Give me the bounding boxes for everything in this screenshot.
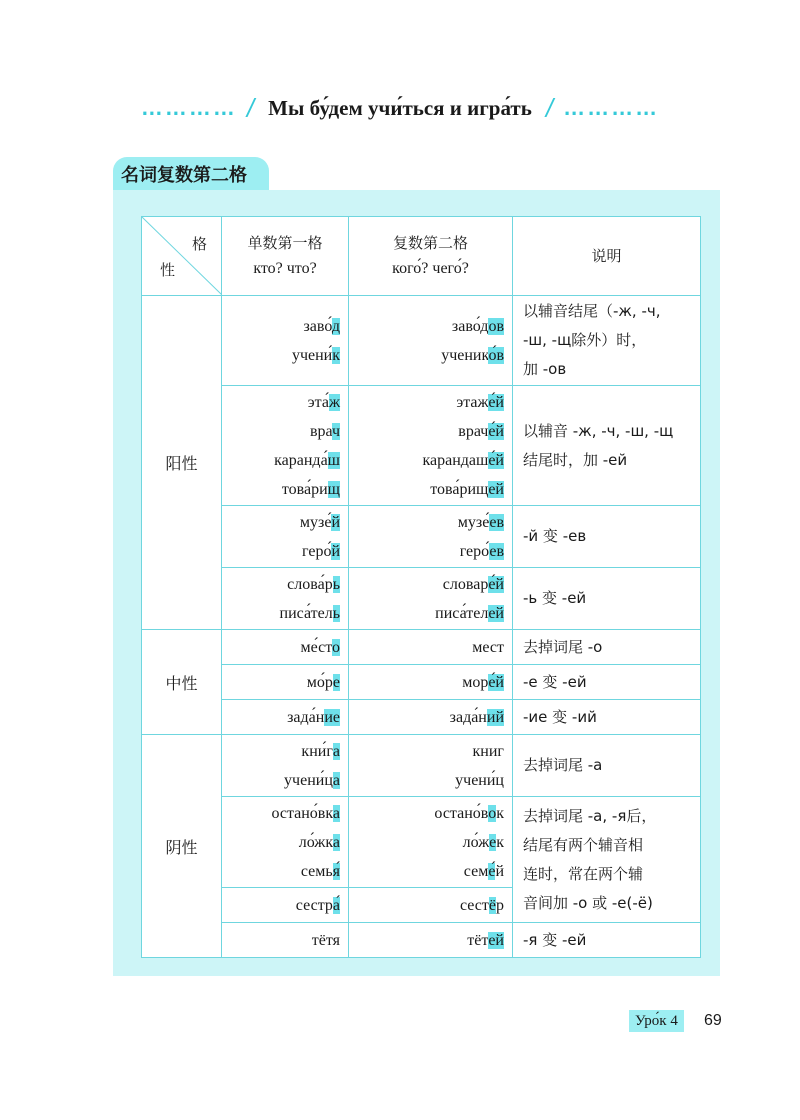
- word-ending-highlight: е: [489, 833, 497, 851]
- lesson-title-bar: [0, 88, 800, 128]
- word-ending-highlight: щ: [327, 480, 340, 498]
- word-ending-highlight: ей: [488, 931, 504, 949]
- word-ending-highlight: е́й: [488, 673, 504, 691]
- plural-cell: [349, 700, 513, 735]
- plural-cell: [349, 506, 513, 568]
- corner-cell: [142, 217, 222, 296]
- word-stem: каранда́: [274, 451, 328, 469]
- word-stem: этаж: [456, 393, 489, 411]
- plural-cell: [349, 735, 513, 797]
- plural-word: [349, 341, 504, 370]
- header-plural-zh: 复数第二格: [392, 234, 468, 252]
- word-stem: тётя: [311, 931, 340, 949]
- word-stem: кни́г: [301, 742, 333, 760]
- note-line: 连时，常在两个辅: [523, 864, 644, 883]
- word-stem: врач: [458, 422, 489, 440]
- word-stem: книг: [472, 742, 504, 760]
- word-ending-highlight: е́: [488, 862, 496, 880]
- word-stem: ло́жк: [298, 833, 333, 851]
- singular-cell: [222, 665, 349, 700]
- singular-word: [222, 537, 340, 566]
- singular-word: [222, 341, 340, 370]
- table-row: [142, 665, 701, 700]
- gender-masculine: 阳性: [142, 296, 222, 630]
- singular-cell: [222, 700, 349, 735]
- word-stem: учени́ц: [284, 771, 333, 789]
- word-ending-highlight: а: [332, 804, 340, 822]
- word-ending-highlight: й: [331, 542, 340, 560]
- singular-word: [222, 737, 340, 766]
- word-tail: р: [496, 896, 504, 914]
- word-stem: сем: [463, 862, 489, 880]
- plural-word: [349, 703, 504, 732]
- word-stem: учени́: [291, 346, 333, 364]
- plural-cell: [349, 630, 513, 665]
- singular-cell: [222, 568, 349, 630]
- table-row: [142, 630, 701, 665]
- plural-word: [349, 570, 504, 599]
- word-ending-highlight: е́й: [488, 575, 504, 593]
- note-cell: [513, 630, 701, 665]
- word-ending-highlight: ев: [489, 542, 504, 560]
- table-row: [142, 296, 701, 386]
- singular-word: [222, 926, 340, 955]
- plural-cell: [349, 797, 513, 888]
- word-stem: зада́н: [287, 708, 325, 726]
- diagonal-line: [142, 217, 222, 295]
- word-ending-highlight: о: [332, 638, 340, 656]
- lesson-badge: Уро́к 4: [629, 1010, 684, 1032]
- gender-feminine: 阴性: [142, 735, 222, 958]
- word-ending-highlight: ий: [486, 708, 504, 726]
- table-row: [142, 506, 701, 568]
- word-stem: геро́: [301, 542, 332, 560]
- word-stem: геро́: [459, 542, 490, 560]
- word-stem: музе́: [299, 513, 332, 531]
- header-singular: [222, 217, 349, 296]
- title-slash-left: /: [246, 92, 255, 123]
- word-ending-highlight: к: [332, 346, 340, 364]
- plural-word: [349, 388, 504, 417]
- title-slash-right: /: [545, 92, 554, 123]
- word-stem: вра: [309, 422, 332, 440]
- word-ending-highlight: ие: [324, 708, 340, 726]
- plural-cell: [349, 665, 513, 700]
- word-stem: заво́: [303, 317, 332, 335]
- note-line: 去掉词尾 -а, -я后，: [523, 806, 657, 825]
- word-stem: тёт: [467, 931, 489, 949]
- word-ending-highlight: й: [331, 513, 340, 531]
- singular-word: [222, 508, 340, 537]
- plural-word: [349, 891, 504, 920]
- note-cell: [513, 386, 701, 506]
- note-line: 结尾有两个辅音相: [523, 835, 644, 854]
- word-stem: словар: [442, 575, 489, 593]
- note-line: 以辅音结尾（-ж, -ч,: [523, 302, 661, 320]
- page-number: 69: [704, 1012, 722, 1029]
- plural-cell: [349, 888, 513, 923]
- plural-word: [349, 475, 504, 504]
- word-ending-highlight: е́й: [488, 422, 504, 440]
- singular-word: [222, 446, 340, 475]
- word-stem: мо́р: [306, 673, 333, 691]
- plural-cell: [349, 568, 513, 630]
- word-stem: музе́: [457, 513, 490, 531]
- note-line: -ь 变 -ей: [523, 589, 587, 607]
- word-ending-highlight: о: [488, 804, 497, 822]
- singular-cell: [222, 506, 349, 568]
- word-ending-highlight: е́й: [488, 393, 504, 411]
- singular-cell: [222, 386, 349, 506]
- word-ending-highlight: е: [332, 673, 340, 691]
- plural-word: [349, 737, 504, 766]
- plural-word: [349, 417, 504, 446]
- singular-word: [222, 668, 340, 697]
- plural-word: [349, 599, 504, 628]
- note-line: -е 变 -ей: [523, 672, 587, 691]
- word-stem: това́рищ: [430, 480, 489, 498]
- word-stem: писа́тел: [435, 604, 489, 622]
- plural-word: [349, 766, 504, 795]
- plural-word: [349, 508, 504, 537]
- note-line: 音间加 -о 或 -е(-ё): [523, 893, 653, 912]
- word-stem: ме́ст: [300, 638, 332, 656]
- word-stem: сестр: [295, 896, 333, 914]
- note-cell: [513, 923, 701, 958]
- singular-word: [222, 388, 340, 417]
- header-singular-ru: кто? что?: [253, 260, 317, 277]
- word-stem: ло́ж: [462, 833, 490, 851]
- word-stem: сест: [460, 896, 489, 914]
- note-line: -я 变 -ей: [523, 930, 587, 949]
- word-ending-highlight: ь: [332, 575, 340, 593]
- title-dots-left: …………: [140, 95, 237, 120]
- word-stem: семь: [300, 862, 333, 880]
- singular-word: [222, 828, 340, 857]
- word-stem: остано́в: [434, 804, 489, 822]
- word-ending-highlight: е́й: [488, 451, 504, 469]
- header-singular-zh: 单数第一格: [247, 234, 323, 252]
- header-note: 说明: [513, 217, 701, 296]
- word-ending-highlight: д: [331, 317, 340, 335]
- word-ending-highlight: а: [332, 833, 340, 851]
- word-ending-highlight: а: [332, 742, 340, 760]
- table-row: [142, 700, 701, 735]
- note-line: 去掉词尾 -о: [523, 637, 603, 656]
- plural-word: [349, 446, 504, 475]
- word-tail: к: [496, 804, 504, 822]
- singular-word: [222, 857, 340, 886]
- singular-word: [222, 799, 340, 828]
- singular-word: [222, 891, 340, 920]
- word-stem: мор: [462, 673, 489, 691]
- word-stem: карандаш: [422, 451, 489, 469]
- word-stem: заво́д: [451, 317, 489, 335]
- table-row: [142, 735, 701, 797]
- gender-neuter: 中性: [142, 630, 222, 735]
- word-stem: эта́: [307, 393, 329, 411]
- note-line: 加 -ов: [523, 360, 567, 378]
- word-stem: остано́вк: [271, 804, 333, 822]
- word-ending-highlight: ей: [488, 604, 504, 622]
- note-cell: [513, 665, 701, 700]
- word-tail: к: [496, 833, 504, 851]
- table-row: [142, 386, 701, 506]
- word-ending-highlight: ов: [488, 317, 504, 335]
- plural-word: [349, 668, 504, 697]
- word-stem: мест: [472, 638, 504, 656]
- word-ending-highlight: а́: [332, 896, 340, 914]
- note-cell: [513, 797, 701, 923]
- singular-word: [222, 766, 340, 795]
- plural-word: [349, 799, 504, 828]
- section-heading: 名词复数第二格: [113, 157, 269, 191]
- word-ending-highlight: ей: [488, 480, 504, 498]
- singular-word: [222, 475, 340, 504]
- singular-word: [222, 417, 340, 446]
- word-ending-highlight: ь: [332, 604, 340, 622]
- word-ending-highlight: ж: [328, 393, 340, 411]
- genitive-plural-table: [141, 216, 701, 958]
- word-ending-highlight: ев: [489, 513, 504, 531]
- word-stem: слова́р: [287, 575, 333, 593]
- singular-cell: [222, 296, 349, 386]
- plural-word: [349, 633, 504, 662]
- plural-word: [349, 926, 504, 955]
- singular-word: [222, 599, 340, 628]
- word-stem: ученик: [441, 346, 489, 364]
- word-stem: това́ри: [281, 480, 328, 498]
- word-ending-highlight: ч: [331, 422, 340, 440]
- corner-case-label: 格: [191, 235, 207, 253]
- lesson-title: Мы бу́дем учи́ться и игра́ть: [268, 95, 532, 120]
- word-ending-highlight: я́: [332, 862, 340, 880]
- note-line: 去掉词尾 -а: [523, 756, 603, 774]
- plural-cell: [349, 386, 513, 506]
- corner-gender-label: 性: [160, 261, 176, 279]
- plural-cell: [349, 296, 513, 386]
- singular-cell: [222, 888, 349, 923]
- word-ending-highlight: о́в: [488, 346, 504, 364]
- table-row: [142, 923, 701, 958]
- note-line: 以辅音 -ж, -ч, -ш, -щ: [523, 421, 674, 440]
- word-stem: зада́н: [449, 708, 487, 726]
- singular-cell: [222, 923, 349, 958]
- note-cell: [513, 700, 701, 735]
- title-dots-right: …………: [563, 95, 660, 120]
- plural-word: [349, 312, 504, 341]
- word-ending-highlight: ё: [488, 896, 496, 914]
- note-cell: [513, 506, 701, 568]
- note-cell: [513, 296, 701, 386]
- singular-word: [222, 312, 340, 341]
- word-ending-highlight: ш: [327, 451, 340, 469]
- singular-cell: [222, 735, 349, 797]
- word-ending-highlight: а: [332, 771, 340, 789]
- header-plural-ru: кого́? чего́?: [392, 260, 469, 277]
- singular-word: [222, 633, 340, 662]
- note-line: -ш, -щ除外）时，: [523, 331, 647, 349]
- singular-word: [222, 703, 340, 732]
- note-line: 结尾时，加 -ей: [523, 450, 628, 469]
- word-stem: учени́ц: [455, 771, 504, 789]
- table-row: [142, 797, 701, 888]
- plural-word: [349, 828, 504, 857]
- singular-cell: [222, 797, 349, 888]
- note-cell: [513, 568, 701, 630]
- note-line: -й 变 -ев: [523, 527, 587, 545]
- plural-word: [349, 857, 504, 886]
- table-row: [142, 568, 701, 630]
- plural-cell: [349, 923, 513, 958]
- singular-cell: [222, 630, 349, 665]
- singular-word: [222, 570, 340, 599]
- word-stem: писа́тел: [279, 604, 333, 622]
- table-header-row: [142, 217, 701, 296]
- note-cell: [513, 735, 701, 797]
- word-tail: й: [495, 862, 504, 880]
- note-line: -ие 变 -ий: [523, 707, 597, 726]
- header-plural: [349, 217, 513, 296]
- plural-word: [349, 537, 504, 566]
